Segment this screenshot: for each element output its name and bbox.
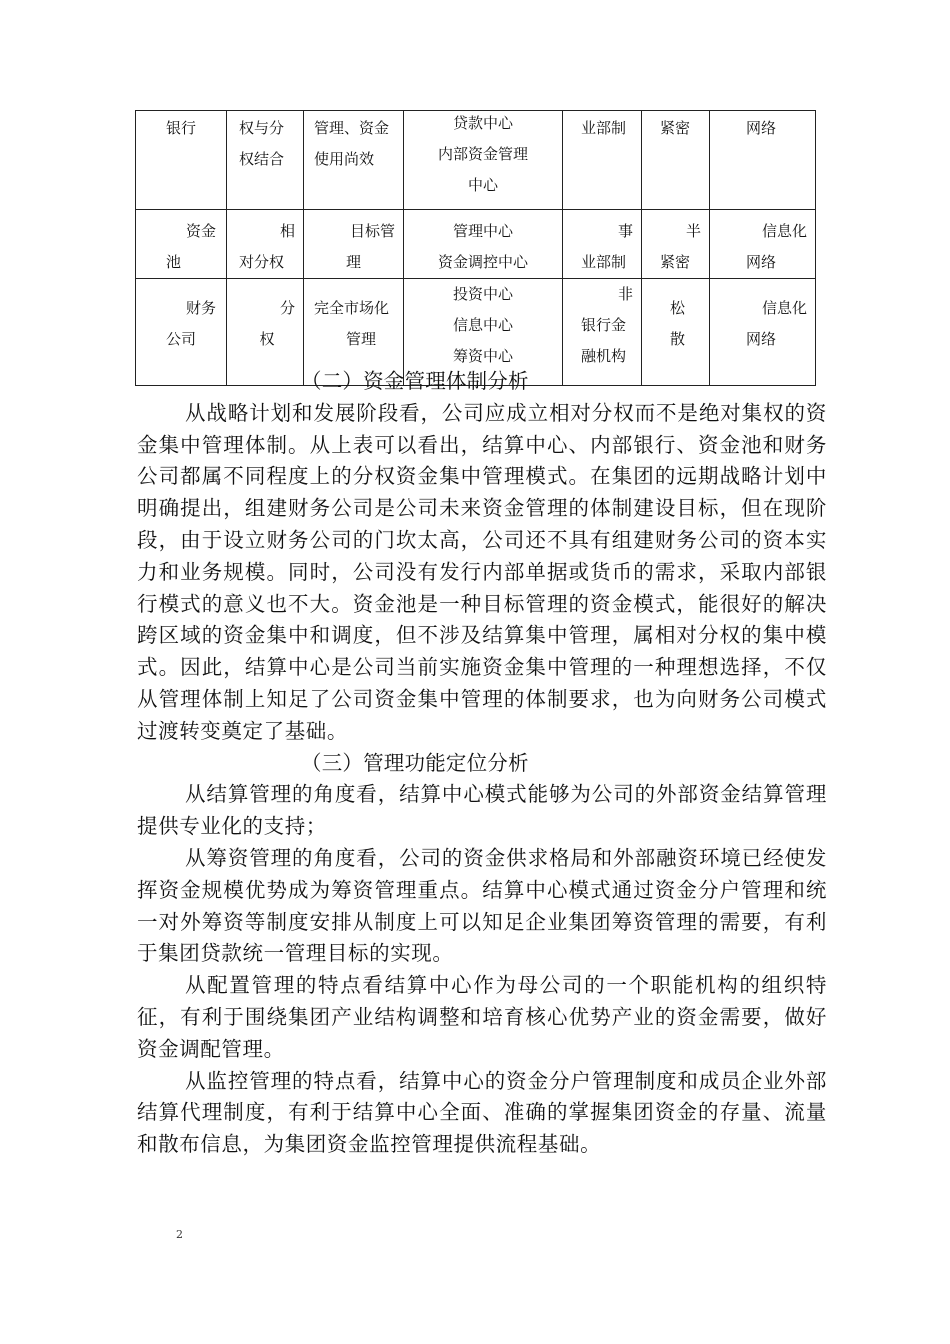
cell-line: 分 bbox=[279, 299, 295, 317]
cell-line: 半 bbox=[685, 222, 701, 240]
paragraph: 从结算管理的角度看，结算中心模式能够为公司的外部资金结算管理提供专业化的支持； bbox=[137, 782, 827, 839]
cell-line: 网络 bbox=[746, 119, 777, 137]
cell-line: 业部制 bbox=[581, 253, 627, 271]
table-cell bbox=[227, 111, 304, 210]
cell-line: 管理、资金 bbox=[314, 119, 390, 137]
cell-line: 权 bbox=[259, 330, 275, 348]
cell-line: 管理中心 bbox=[452, 222, 513, 240]
cell-line: 筹资中心 bbox=[452, 347, 513, 365]
paragraph: 从战略计划和发展阶段看，公司应成立相对分权而不是绝对集权的资金集中管理体制。从上表可以看出，结算中心、内部银行、资金池和财务公司都属不同程度上的分权资金集中管理模式。在集团的远期战略计划中明确提出，组建财务公司是公司未来资金管理的体制建设目标，但在现阶段，由于设立财务公司的门坎太高，公司还不具有组建财务公司的资本实力和业务规模。同时，公司没有发行内部单据或货币的需求，采取内部银行模式的意义也不大。资金池是一种目标管理的资金模式，能很好的解决跨区域的资金集中和调度，但不涉及结算集中管理，属相对分权的集中模式。因此，结算中心是公司当前实施资金集中管理的一种理想选择，不仅从管理体制上知足了公司资金集中管理的体制要求，也为向财务公司模式过渡转变奠定了基础。 bbox=[137, 400, 827, 743]
table-cell bbox=[404, 111, 563, 210]
cell-line: 融机构 bbox=[581, 347, 627, 365]
cell-line: 公司 bbox=[166, 330, 197, 348]
table-cell bbox=[642, 210, 710, 279]
table-cell bbox=[304, 111, 404, 210]
cell-line: 散 bbox=[670, 330, 686, 348]
cell-line: 完全市场化 bbox=[314, 299, 390, 317]
cell-line: 信息化 bbox=[761, 299, 807, 317]
cell-line: 网络 bbox=[746, 330, 777, 348]
fund-management-mode-table bbox=[135, 110, 816, 386]
cell-line: 非 bbox=[617, 285, 633, 303]
table-cell bbox=[642, 111, 710, 210]
table-cell bbox=[563, 210, 642, 279]
cell-line: 紧密 bbox=[660, 253, 691, 271]
table-cell bbox=[710, 210, 816, 279]
table-cell bbox=[563, 111, 642, 210]
cell-line: 相 bbox=[279, 222, 295, 240]
section-heading: （二）资金管理体制分析 bbox=[301, 369, 529, 393]
cell-line: 信息中心 bbox=[452, 316, 513, 334]
cell-line: 松 bbox=[670, 299, 686, 317]
table-row bbox=[136, 111, 816, 210]
cell-line: 目标管 bbox=[349, 222, 395, 240]
cell-line: 银行金 bbox=[581, 316, 627, 334]
paragraph: 从筹资管理的角度看，公司的资金供求格局和外部融资环境已经使发挥资金规模优势成为筹资管理重点。结算中心模式通过资金分户管理和统一对外筹资等制度安排从制度上可以知足企业集团筹资管理的需要，有利于集团贷款统一管理目标的实现。 bbox=[137, 845, 827, 966]
cell-line: 紧密 bbox=[660, 119, 691, 137]
table-cell bbox=[136, 210, 227, 279]
cell-line: 投资中心 bbox=[452, 285, 513, 303]
paragraph: 从配置管理的特点看结算中心作为母公司的一个职能机构的组织特征，有利于围绕集团产业结构调整和培育核心优势产业的资金需要，做好资金调配管理。 bbox=[137, 973, 827, 1061]
cell-line: 信息化 bbox=[761, 222, 807, 240]
cell-line: 事 bbox=[617, 222, 633, 240]
cell-line: 理 bbox=[346, 253, 362, 271]
page-number: 2 bbox=[176, 1228, 183, 1241]
cell-line: 中心 bbox=[467, 176, 498, 194]
table-cell bbox=[710, 111, 816, 210]
table-cell bbox=[136, 111, 227, 210]
table-cell bbox=[227, 210, 304, 279]
cell-line: 网络 bbox=[746, 253, 777, 271]
cell-line: 池 bbox=[166, 253, 182, 271]
cell-line: 管理 bbox=[346, 330, 377, 348]
table-cell bbox=[404, 210, 563, 279]
cell-line: 贷款中心 bbox=[452, 114, 513, 132]
cell-line: 资金 bbox=[185, 222, 216, 240]
cell-line: 银行 bbox=[166, 119, 197, 137]
cell-line: 权与分 bbox=[239, 119, 285, 137]
table-row bbox=[136, 210, 816, 279]
cell-line: 使用尚效 bbox=[314, 150, 375, 168]
table-cell bbox=[304, 210, 404, 279]
cell-line: 内部资金管理 bbox=[437, 145, 528, 163]
paragraph: 从监控管理的特点看，结算中心的资金分户管理制度和成员企业外部结算代理制度，有利于结算中心全面、准确的掌握集团资金的存量、流量和散布信息，为集团资金监控管理提供流程基础。 bbox=[137, 1068, 827, 1157]
cell-line: 对分权 bbox=[239, 253, 285, 271]
body-text bbox=[137, 366, 827, 1161]
cell-line: 资金调控中心 bbox=[437, 253, 528, 271]
cell-line: 权结合 bbox=[239, 150, 285, 168]
cell-line: 业部制 bbox=[581, 119, 627, 137]
section-heading: （三）管理功能定位分析 bbox=[301, 750, 529, 775]
cell-line: 财务 bbox=[185, 299, 216, 317]
